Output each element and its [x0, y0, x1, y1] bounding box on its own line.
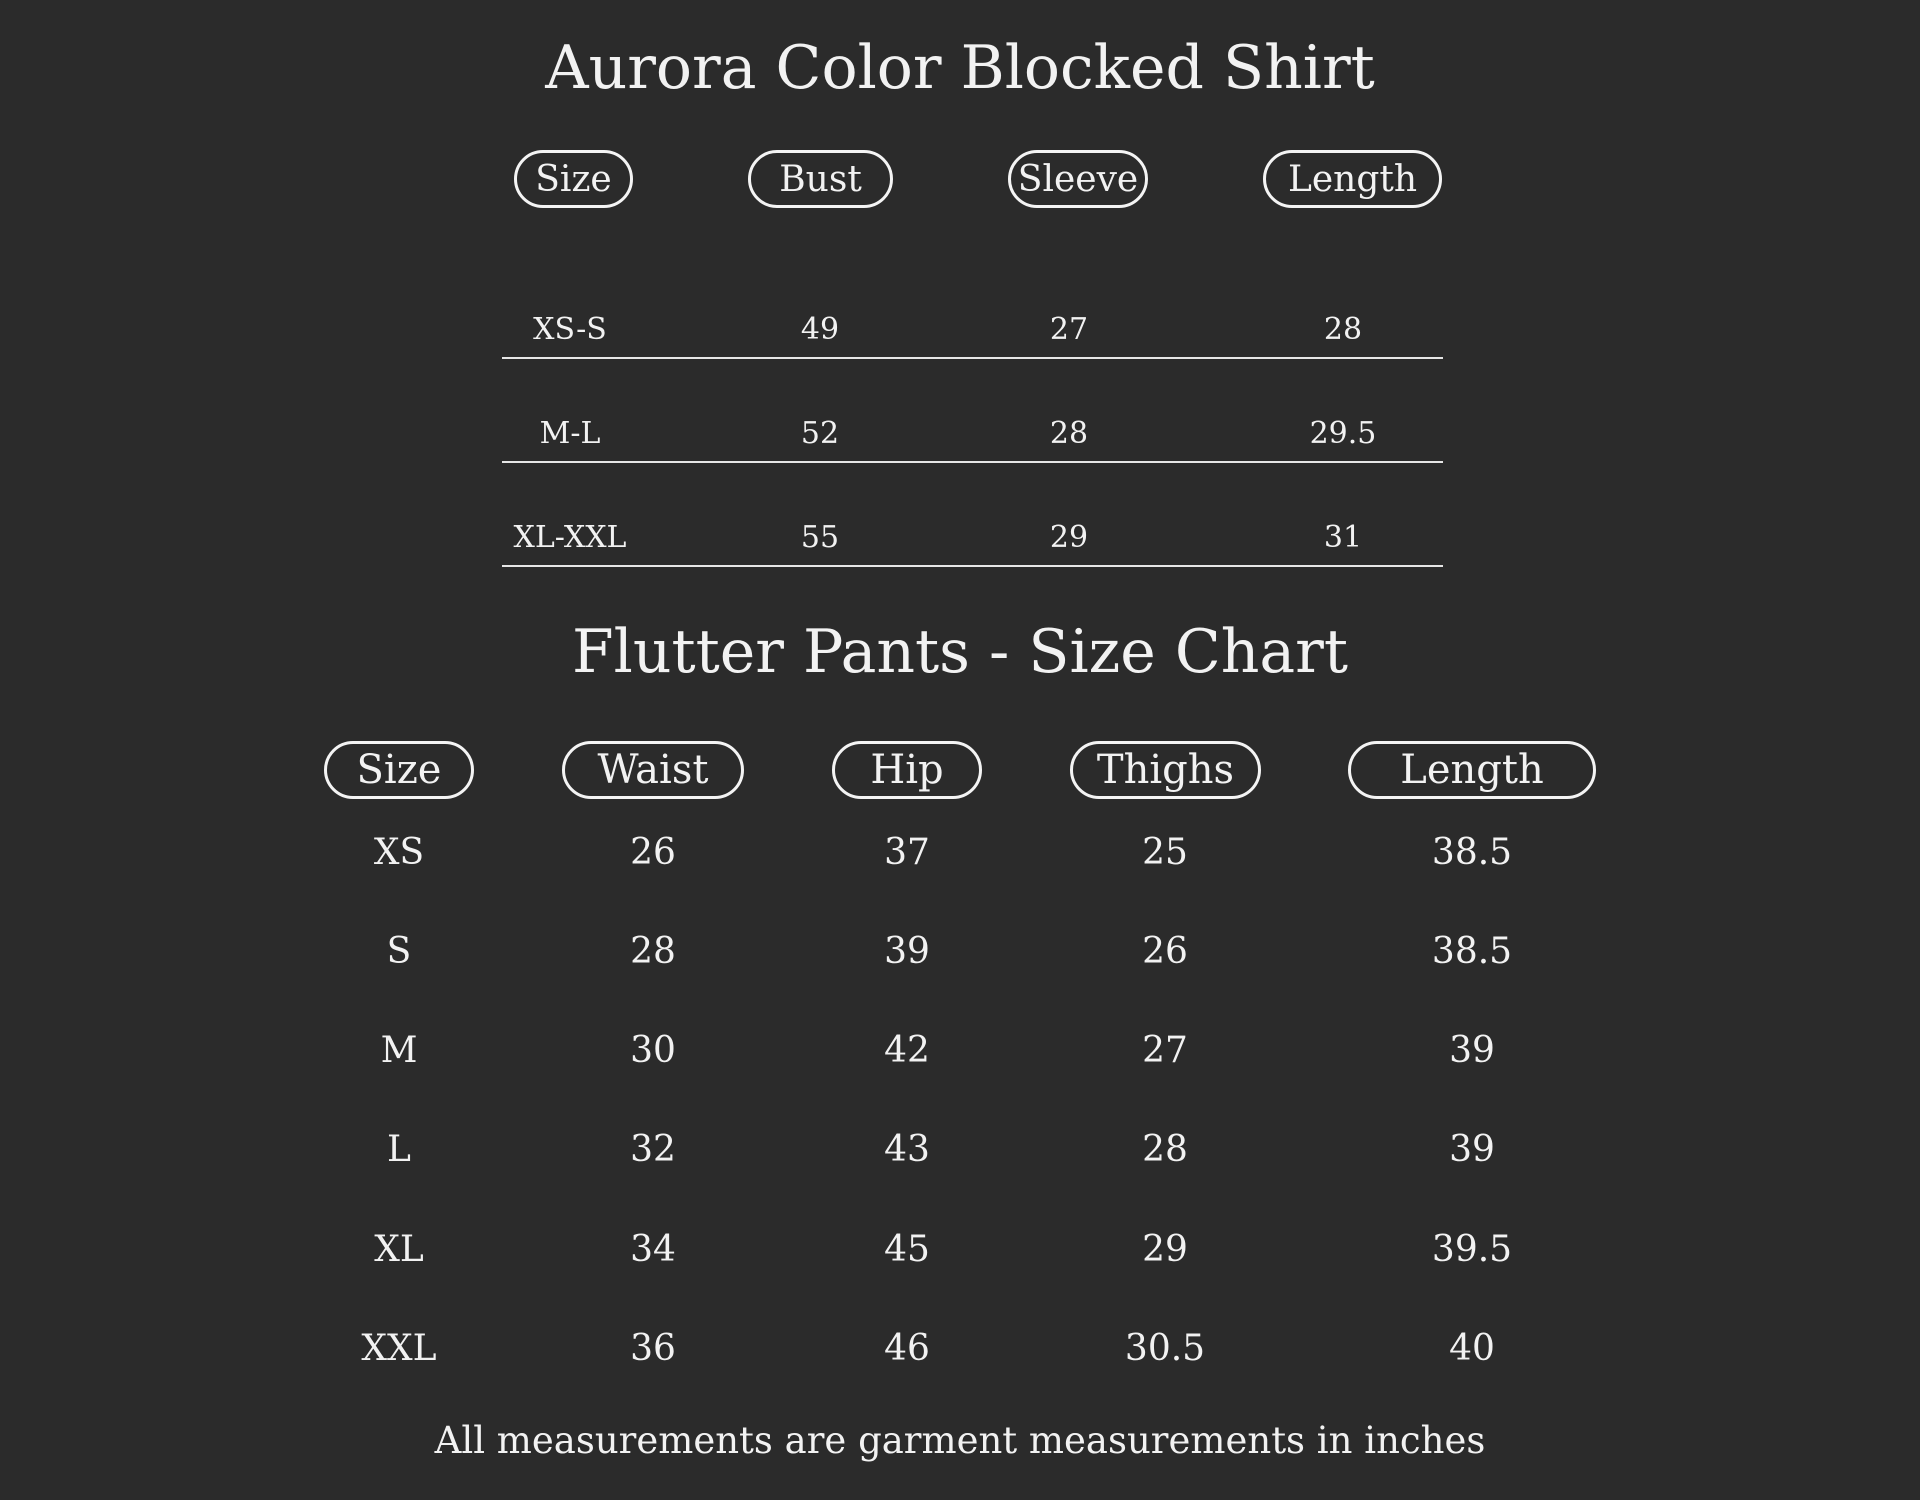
pants-header-waist: Waist — [562, 741, 744, 799]
pants-cell-size: M — [380, 1030, 418, 1071]
shirt-cell-length: 29.5 — [1309, 416, 1377, 451]
pants-cell-length: 39 — [1449, 1129, 1495, 1170]
shirt-header-sleeve: Sleeve — [1008, 150, 1148, 208]
shirt-cell-size: M-L — [539, 416, 601, 451]
pants-cell-thighs: 27 — [1142, 1030, 1188, 1071]
pants-cell-length: 40 — [1449, 1328, 1495, 1369]
pants-cell-waist: 28 — [630, 931, 676, 972]
pants-cell-hip: 42 — [884, 1030, 930, 1071]
pants-cell-length: 39.5 — [1431, 1229, 1513, 1270]
pants-cell-waist: 36 — [630, 1328, 676, 1369]
pants-header-hip: Hip — [832, 741, 982, 799]
shirt-title: Aurora Color Blocked Shirt — [545, 33, 1375, 103]
shirt-header-length: Length — [1263, 150, 1442, 208]
pants-cell-size: L — [387, 1129, 411, 1170]
pants-cell-hip: 37 — [884, 832, 930, 873]
shirt-cell-sleeve: 29 — [1049, 520, 1089, 555]
pants-cell-waist: 30 — [630, 1030, 676, 1071]
shirt-cell-length: 31 — [1323, 520, 1363, 555]
pants-header-thighs: Thighs — [1070, 741, 1261, 799]
pants-cell-thighs: 28 — [1142, 1129, 1188, 1170]
shirt-header-size: Size — [514, 150, 633, 208]
pants-cell-length: 38.5 — [1431, 931, 1513, 972]
shirt-cell-bust: 55 — [800, 520, 840, 555]
shirt-cell-sleeve: 27 — [1049, 312, 1089, 347]
pants-cell-size: XXL — [361, 1328, 437, 1369]
row-divider — [502, 357, 1443, 359]
shirt-cell-sleeve: 28 — [1049, 416, 1089, 451]
pants-header-length: Length — [1348, 741, 1596, 799]
pants-cell-hip: 39 — [884, 931, 930, 972]
shirt-cell-size: XS-S — [533, 312, 607, 347]
pants-cell-waist: 32 — [630, 1129, 676, 1170]
footnote: All measurements are garment measurements in inches — [434, 1419, 1486, 1462]
pants-cell-hip: 46 — [884, 1328, 930, 1369]
pants-cell-thighs: 29 — [1142, 1229, 1188, 1270]
pants-cell-length: 39 — [1449, 1030, 1495, 1071]
pants-cell-waist: 26 — [630, 832, 676, 873]
pants-cell-length: 38.5 — [1431, 832, 1513, 873]
row-divider — [502, 565, 1443, 567]
pants-cell-hip: 43 — [884, 1129, 930, 1170]
pants-cell-size: S — [386, 931, 412, 972]
shirt-cell-bust: 52 — [800, 416, 840, 451]
pants-cell-hip: 45 — [884, 1229, 930, 1270]
shirt-cell-length: 28 — [1323, 312, 1363, 347]
pants-cell-size: XL — [374, 1229, 424, 1270]
pants-header-size: Size — [324, 741, 474, 799]
row-divider — [502, 461, 1443, 463]
shirt-header-bust: Bust — [748, 150, 893, 208]
pants-cell-thighs: 25 — [1142, 832, 1188, 873]
shirt-cell-bust: 49 — [800, 312, 840, 347]
pants-title: Flutter Pants - Size Chart — [572, 617, 1348, 687]
pants-cell-thighs: 26 — [1142, 931, 1188, 972]
pants-cell-thighs: 30.5 — [1124, 1328, 1206, 1369]
shirt-cell-size: XL-XXL — [513, 520, 627, 555]
pants-cell-waist: 34 — [630, 1229, 676, 1270]
pants-cell-size: XS — [373, 832, 425, 873]
